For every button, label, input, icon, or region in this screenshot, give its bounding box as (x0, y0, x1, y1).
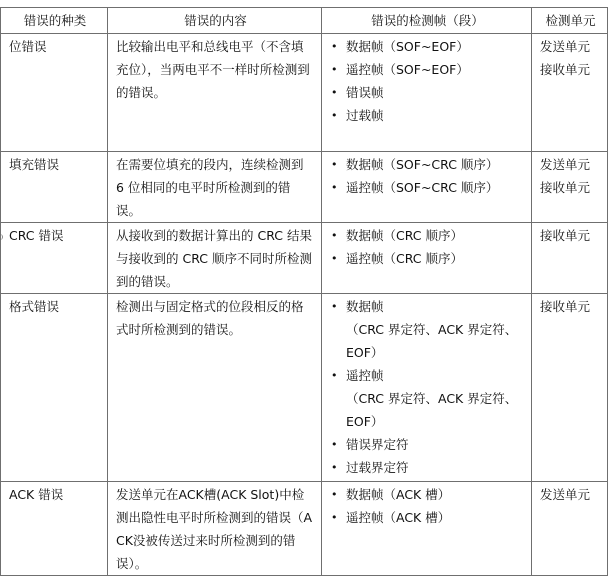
bullet-icon: • (331, 109, 338, 122)
frame-text: 遥控帧（CRC 顺序） (346, 251, 463, 266)
bullet-icon: • (331, 438, 338, 451)
bullet-icon: • (331, 86, 338, 99)
detection-frame-cell (322, 223, 532, 294)
frame-item (330, 295, 525, 364)
error-type-cell: ACK 错误 (1, 482, 108, 576)
bullet-icon: • (331, 300, 338, 313)
bullet-icon: • (331, 229, 338, 242)
frame-text: 数据帧（SOF~CRC 顺序） (346, 157, 499, 172)
header-error-type: 错误的种类 (1, 8, 108, 34)
frame-item (330, 364, 525, 433)
error-content-cell: 在需要位填充的段内，连续检测到 6 位相同的电平时所检测到的错误。 (108, 152, 322, 223)
frame-text: 数据帧（ACK 槽） (346, 487, 451, 502)
frame-item (330, 456, 525, 479)
error-content-cell: 发送单元在ACK槽(ACK Slot)中检测出隐性电平时所检测到的错误（ACK没被传送过来时所检测到的错误）。 (108, 482, 322, 576)
frame-list (330, 295, 525, 479)
frame-item (330, 247, 525, 270)
error-type-cell: CRC 错误 (1, 223, 108, 294)
detection-unit-cell (532, 223, 608, 294)
frame-item (330, 176, 525, 199)
table-row (1, 294, 608, 482)
frame-item (330, 153, 525, 176)
detection-frame-cell (322, 34, 532, 152)
header-detection-frame: 错误的检测帧（段） (322, 8, 532, 34)
error-content-cell: 从接收到的数据计算出的 CRC 结果与接收到的 CRC 顺序不同时所检测到的错误。 (108, 223, 322, 294)
frame-text: 错误界定符 (346, 437, 409, 452)
table-row (1, 223, 608, 294)
frame-text: 遥控帧（SOF~CRC 顺序） (346, 180, 499, 195)
detection-unit-cell (532, 294, 608, 482)
bullet-icon: • (331, 511, 338, 524)
frame-text: 过载界定符 (346, 460, 409, 475)
table-header-row (1, 8, 608, 34)
unit-label: 发送单元 (540, 39, 591, 54)
frame-item (330, 35, 525, 58)
table-row (1, 34, 608, 152)
frame-text: 过载帧 (346, 108, 384, 123)
frame-text: 遥控帧（ACK 槽） (346, 510, 451, 525)
unit-label: 发送单元 (540, 487, 591, 502)
detection-unit-cell (532, 152, 608, 223)
error-content-cell: 检测出与固定格式的位段相反的格式时所检测到的错误。 (108, 294, 322, 482)
unit-label: 接收单元 (540, 62, 591, 77)
unit-label: 接收单元 (540, 228, 591, 243)
detection-frame-cell (322, 482, 532, 576)
frame-text: 数据帧 (346, 299, 384, 314)
error-type-cell: 位错误 (1, 34, 108, 152)
bullet-icon: • (331, 40, 338, 53)
detection-frame-cell (322, 152, 532, 223)
frame-detail: （CRC 界定符、ACK 界定符、EOF） (346, 391, 518, 429)
frame-item (330, 224, 525, 247)
bullet-icon: • (331, 63, 338, 76)
frame-item (330, 506, 525, 529)
frame-text: 遥控帧（SOF~EOF） (346, 62, 469, 77)
frame-item (330, 483, 525, 506)
frame-item (330, 81, 525, 104)
table-row (1, 152, 608, 223)
bullet-icon: • (331, 252, 338, 265)
frame-list (330, 35, 525, 127)
frame-text: 错误帧 (346, 85, 384, 100)
unit-label: 接收单元 (540, 180, 591, 195)
detection-unit-cell (532, 34, 608, 152)
frame-list (330, 153, 525, 199)
table-row (1, 482, 608, 576)
bullet-icon: • (331, 369, 338, 382)
error-type-cell: 格式错误 (1, 294, 108, 482)
error-types-table (0, 7, 608, 576)
header-error-content: 错误的内容 (108, 8, 322, 34)
frame-text: 遥控帧 (346, 368, 384, 383)
frame-list (330, 483, 525, 529)
frame-item (330, 58, 525, 81)
unit-label: 接收单元 (540, 299, 591, 314)
frame-item (330, 433, 525, 456)
bullet-icon: • (331, 158, 338, 171)
bullet-icon: • (331, 488, 338, 501)
frame-item (330, 104, 525, 127)
bullet-icon: • (331, 461, 338, 474)
header-detection-unit: 检测单元 (532, 8, 608, 34)
error-type-cell: 填充错误 (1, 152, 108, 223)
bullet-icon: • (331, 181, 338, 194)
error-content-cell: 比较输出电平和总线电平（不含填充位），当两电平不一样时所检测到的错误。 (108, 34, 322, 152)
detection-frame-cell (322, 294, 532, 482)
unit-label: 发送单元 (540, 157, 591, 172)
frame-text: 数据帧（SOF~EOF） (346, 39, 469, 54)
frame-list (330, 224, 525, 270)
frame-text: 数据帧（CRC 顺序） (346, 228, 463, 243)
detection-unit-cell (532, 482, 608, 576)
frame-detail: （CRC 界定符、ACK 界定符、EOF） (346, 322, 518, 360)
